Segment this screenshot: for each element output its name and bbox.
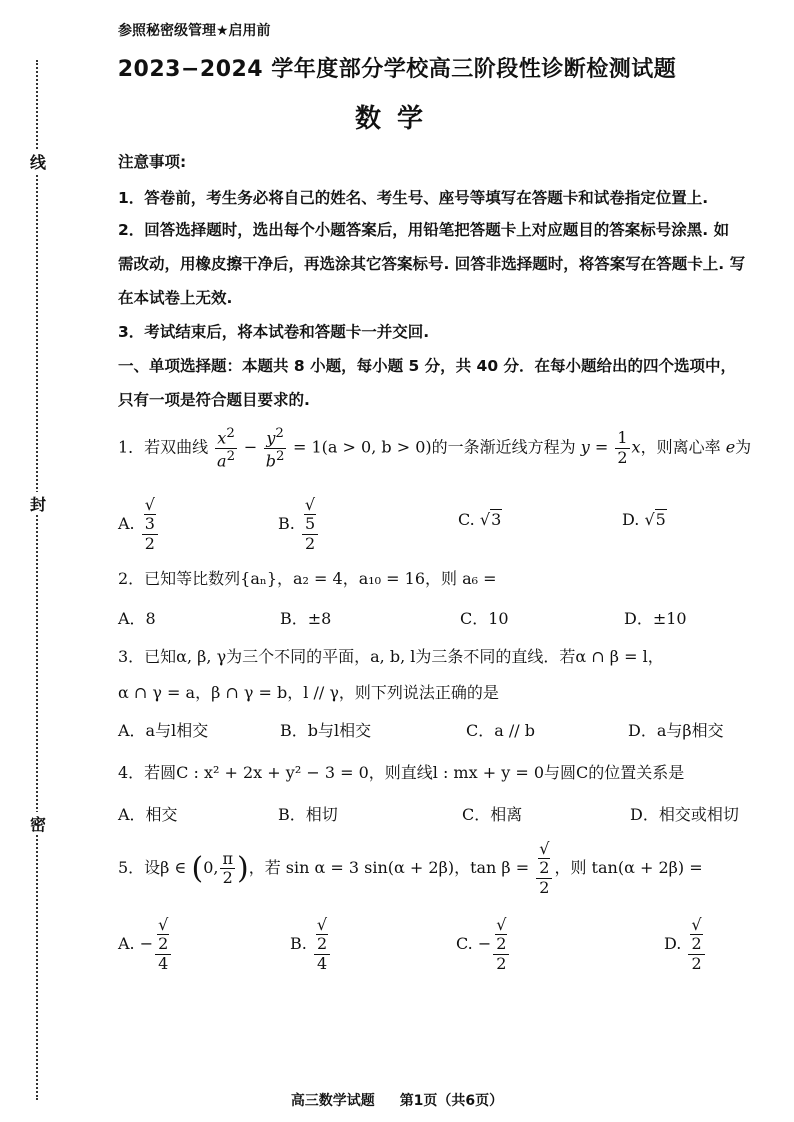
question-2: 2．已知等比数列{aₙ}，a₂ = 4，a₁₀ = 16，则 a₆ =	[118, 569, 497, 588]
q2-option-b: B．±8	[280, 609, 332, 628]
q2-option-a: A．8	[118, 609, 156, 628]
q1-option-a: A. √ 3 2	[118, 496, 160, 553]
q3-option-d: D．a与β相交	[628, 721, 724, 740]
q1-option-d: D. √5	[622, 510, 666, 529]
q1-frac-x: $\frac{x^2}{a^2}$	[217, 426, 236, 471]
secret-label: 参照秘密级管理★启用前	[118, 23, 271, 39]
q1-option-d-label: D.	[622, 510, 640, 529]
notice-item-2-cont: 需改动，用橡皮擦干净后，再选涂其它答案标号. 回答非选择题时，将答案写在答题卡上. 写	[118, 255, 746, 273]
binding-char-feng: 封	[28, 492, 48, 515]
subject-title: 数学	[354, 104, 439, 134]
q1-option-c-label: C.	[458, 510, 475, 529]
q5-option-b: B. √ 2 4	[290, 916, 332, 973]
binding-dotted-line	[36, 60, 38, 1100]
q5-mid: ，若 sin α = 3 sin(α + 2β)，tan β =	[248, 858, 530, 878]
q1-option-b-label: B.	[278, 514, 295, 534]
question-1: 1．若双曲线 $\frac{x^2}{a^2}$ − $\frac{y^2}{b^2}$ = 1(a > 0, b > 0)的一条渐近线方程为 y = $\frac{1}{2}$ x，则离心率 e为	[118, 426, 752, 471]
q5-prefix: 5．设β ∈	[118, 858, 187, 878]
notice-item-3: 3．考试结束后，将本试卷和答题卡一并交回.	[118, 323, 430, 341]
notice-item-2-end: 在本试卷上无效.	[118, 289, 233, 307]
question-5: 5．设β ∈ (0, $\frac{\pi}{2}$ )，若 sin α = 3 sin(α + 2β)，tan β = √ 2 2 ，则 tan(α + 2β) =	[118, 839, 703, 897]
q2-option-c: C．10	[460, 609, 509, 628]
q1-condition: (a > 0, b > 0)的一条渐近线方程为	[321, 437, 576, 457]
section-heading-cont: 只有一项是符合题目要求的.	[118, 391, 310, 409]
q1-end: ，则离心率	[640, 437, 721, 457]
q5-end: ，则 tan(α + 2β) =	[554, 858, 703, 878]
q5-option-d: D. √ 2 2	[664, 916, 707, 973]
q5-frac-pi: $\frac{\pi}{2}$	[222, 848, 233, 888]
q1-option-b: B. √ 5 2	[278, 496, 320, 553]
q3-option-b: B．b与l相交	[280, 721, 372, 740]
q5-frac-sqrt2: √ 2 2	[536, 840, 552, 897]
q5-option-a: A. − √ 2 4	[118, 916, 173, 973]
q5-option-a-label: A.	[118, 934, 135, 954]
section-heading: 一、单项选择题：本题共 8 小题，每小题 5 分，共 40 分．在每小题给出的四个选项中，	[118, 357, 737, 375]
q5-option-c: C. − √ 2 2	[456, 916, 511, 973]
notice-item-1: 1．答卷前，考生务必将自己的姓名、考生号、座号等填写在答题卡和试卷指定位置上.	[118, 189, 709, 207]
footer-page-number: 第1页（共6页）	[399, 1093, 504, 1109]
binding-char-mi: 密	[28, 812, 48, 835]
q5-option-c-label: C.	[456, 934, 473, 954]
footer-subject: 高三数学试题	[290, 1093, 375, 1109]
q4-option-d: D．相交或相切	[630, 805, 739, 824]
binding-char-xian: 线	[28, 150, 48, 173]
q4-option-a: A．相交	[118, 805, 178, 824]
q1-frac-y: $\frac{y^2}{b^2}$	[265, 426, 285, 471]
q5-option-b-label: B.	[290, 934, 307, 954]
q2-option-d: D．±10	[624, 609, 687, 628]
q5-option-d-label: D.	[664, 934, 682, 954]
page-footer	[0, 1090, 794, 1110]
q1-option-a-label: A.	[118, 514, 135, 534]
q1-option-c: C. √3	[458, 510, 502, 529]
notice-item-2: 2．回答选择题时，选出每个小题答案后，用铅笔把答题卡上对应题目的答案标号涂黑. 如	[118, 221, 730, 239]
q1-end2: 为	[735, 437, 752, 457]
exam-title: 2023−2024 学年度部分学校高三阶段性诊断检测试题	[117, 57, 677, 82]
q3-option-c: C．a // b	[466, 721, 535, 740]
q4-option-b: B．相切	[278, 805, 338, 824]
q1-prefix: 1．若双曲线	[118, 437, 209, 457]
q1-frac-half: $\frac{1}{2}$	[617, 428, 628, 467]
q4-option-c: C．相离	[462, 805, 523, 824]
question-3-cont: α ∩ γ = a，β ∩ γ = b，l // γ，则下列说法正确的是	[118, 683, 499, 702]
notice-heading: 注意事项:	[118, 153, 187, 171]
question-4: 4．若圆C : x² + 2x + y² − 3 = 0，则直线l : mx + y = 0与圆C的位置关系是	[118, 763, 685, 782]
question-3: 3．已知α, β, γ为三个不同的平面，a, b, l为三条不同的直线．若α ∩ β = l，	[118, 647, 664, 666]
q3-option-a: A．a与l相交	[118, 721, 209, 740]
